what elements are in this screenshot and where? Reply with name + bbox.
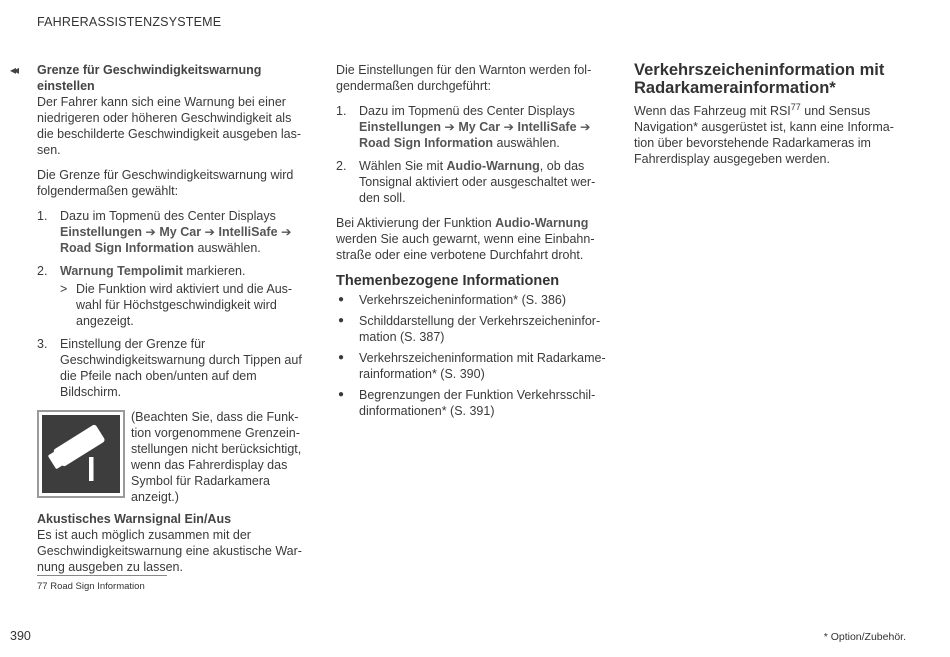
related-info-link[interactable]: Verkehrszeicheninformation mit Radarkamerainformation* (S. 390) — [359, 351, 606, 381]
footnote: 77 Road Sign Information — [37, 581, 145, 592]
column-audio-settings — [336, 62, 608, 424]
step-number: 1. — [37, 209, 48, 223]
menu-path: Einstellungen ➔ My Car ➔ IntelliSafe ➔ Road Sign Information — [359, 120, 591, 150]
radar-info-text — [634, 103, 909, 167]
audio-warning-paragraph — [336, 215, 608, 263]
column-speed-warning — [37, 62, 309, 584]
bullet-icon: ● — [338, 389, 345, 400]
radar-camera-note — [37, 409, 309, 505]
step-text: Dazu im Topmenü des Center Displays — [359, 104, 575, 118]
step-number: 3. — [37, 337, 48, 351]
related-info-item[interactable] — [336, 292, 608, 308]
step-text: Einstellung der Grenze für Geschwindigkeitswarnung durch Tippen auf die Pfeile nach oben/unten auf dem Bildschirm. — [60, 337, 302, 399]
menu-item-name: Audio-Warnung — [446, 159, 540, 173]
step-tail: , ob das Tonsignal aktiviert oder ausgeschaltet werden soll. — [359, 159, 596, 205]
page-header: FAHRERASSISTENZSYSTEME — [37, 15, 222, 29]
paragraph-text: werden Sie auch gewarnt, wenn eine Einbahnstraße oder eine verbotene Durchfahrt droht. — [336, 232, 595, 262]
related-info-list — [336, 292, 608, 419]
step-2 — [336, 158, 608, 206]
step-tail: markieren. — [182, 264, 246, 278]
step-2 — [37, 263, 309, 329]
lead-paragraph: Die Grenze für Geschwindigkeitswarnung wird folgendermaßen gewählt: — [37, 168, 294, 198]
related-info-heading: Themenbezogene Informationen — [336, 273, 560, 289]
result-text: Die Funktion wird aktiviert und die Auswahl für Höchstgeschwindigkeit wird angezeigt. — [76, 282, 293, 328]
radar-camera-symbol — [37, 410, 125, 498]
sub-heading-audio-signal: Akustisches Warnsignal Ein/Aus — [37, 512, 232, 526]
page-number: 390 — [10, 629, 31, 643]
lead-paragraph: Die Einstellungen für den Warnton werden folgendermaßen durchgeführt: — [336, 63, 592, 93]
paragraph-text: und Sensus Navigation* ausgerüstet ist, kann eine Information über bevorstehende Radarkameras im Fahrerdisplay ausgegeben werden. — [634, 104, 894, 166]
steps-list — [336, 103, 608, 206]
step-number: 2. — [336, 159, 347, 173]
step-1 — [37, 208, 309, 256]
option-note: * Option/Zubehör. — [823, 631, 906, 643]
related-info-item[interactable] — [336, 387, 608, 419]
bullet-icon: ● — [338, 315, 345, 326]
audio-signal-text: Es ist auch möglich zusammen mit der Geschwindigkeitswarnung eine akustische Warnung ausgeben zu lassen. — [37, 528, 302, 574]
note-text: (Beachten Sie, dass die Funktion vorgenommene Grenzeinstellungen nicht berücksichtigt, wenn das Fahrerdisplay das Symbol für Radarkamera anzeigt.) — [131, 410, 302, 504]
heading-line-2: einstellen — [37, 79, 95, 93]
related-info-link[interactable]: Verkehrszeicheninformation* (S. 386) — [359, 293, 567, 307]
step-tail: auswählen. — [194, 241, 261, 255]
step-number: 2. — [37, 264, 48, 278]
step-result — [60, 281, 309, 329]
section-heading-radar: Verkehrszeicheninformation mit Radarkamerainformation* — [634, 61, 885, 97]
menu-path: Einstellungen ➔ My Car ➔ IntelliSafe ➔ Road Sign Information — [60, 225, 292, 255]
intro-paragraph: Der Fahrer kann sich eine Warnung bei einer niedrigeren oder höheren Geschwindigkeit als die beschilderte Geschwindigkeit ausgeben lassen. — [37, 95, 302, 157]
paragraph-text: Wenn das Fahrzeug mit RSI — [634, 104, 791, 118]
step-3 — [37, 336, 309, 400]
result-arrow-icon: > — [60, 282, 68, 296]
related-info-link[interactable]: Schilddarstellung der Verkehrszeicheninformation (S. 387) — [359, 314, 601, 344]
menu-item-name: Warnung Tempolimit — [60, 264, 183, 278]
footnote-reference[interactable]: 77 — [790, 101, 801, 112]
step-text: Dazu im Topmenü des Center Displays — [60, 209, 276, 223]
column-radar-camera-info — [634, 61, 909, 176]
step-text: Wählen Sie mit — [359, 159, 447, 173]
radar-camera-icon — [42, 415, 120, 493]
step-1 — [336, 103, 608, 151]
footnote-divider — [37, 575, 167, 576]
heading-line-1: Grenze für Geschwindigkeitswarnung — [37, 63, 262, 77]
related-info-link[interactable]: Begrenzungen der Funktion Verkehrsschildinformationen* (S. 391) — [359, 388, 596, 418]
related-info-item[interactable] — [336, 350, 608, 382]
bullet-icon: ● — [338, 352, 345, 363]
bullet-icon: ● — [338, 294, 345, 305]
paragraph-text: Bei Aktivierung der Funktion — [336, 216, 496, 230]
section-heading-speed-warning — [37, 62, 309, 94]
step-number: 1. — [336, 104, 347, 118]
function-name: Audio-Warnung — [495, 216, 589, 230]
step-tail: auswählen. — [493, 136, 560, 150]
related-info-item[interactable] — [336, 313, 608, 345]
back-arrow-icon[interactable]: ◂◂ — [10, 63, 17, 77]
steps-list — [37, 208, 309, 400]
